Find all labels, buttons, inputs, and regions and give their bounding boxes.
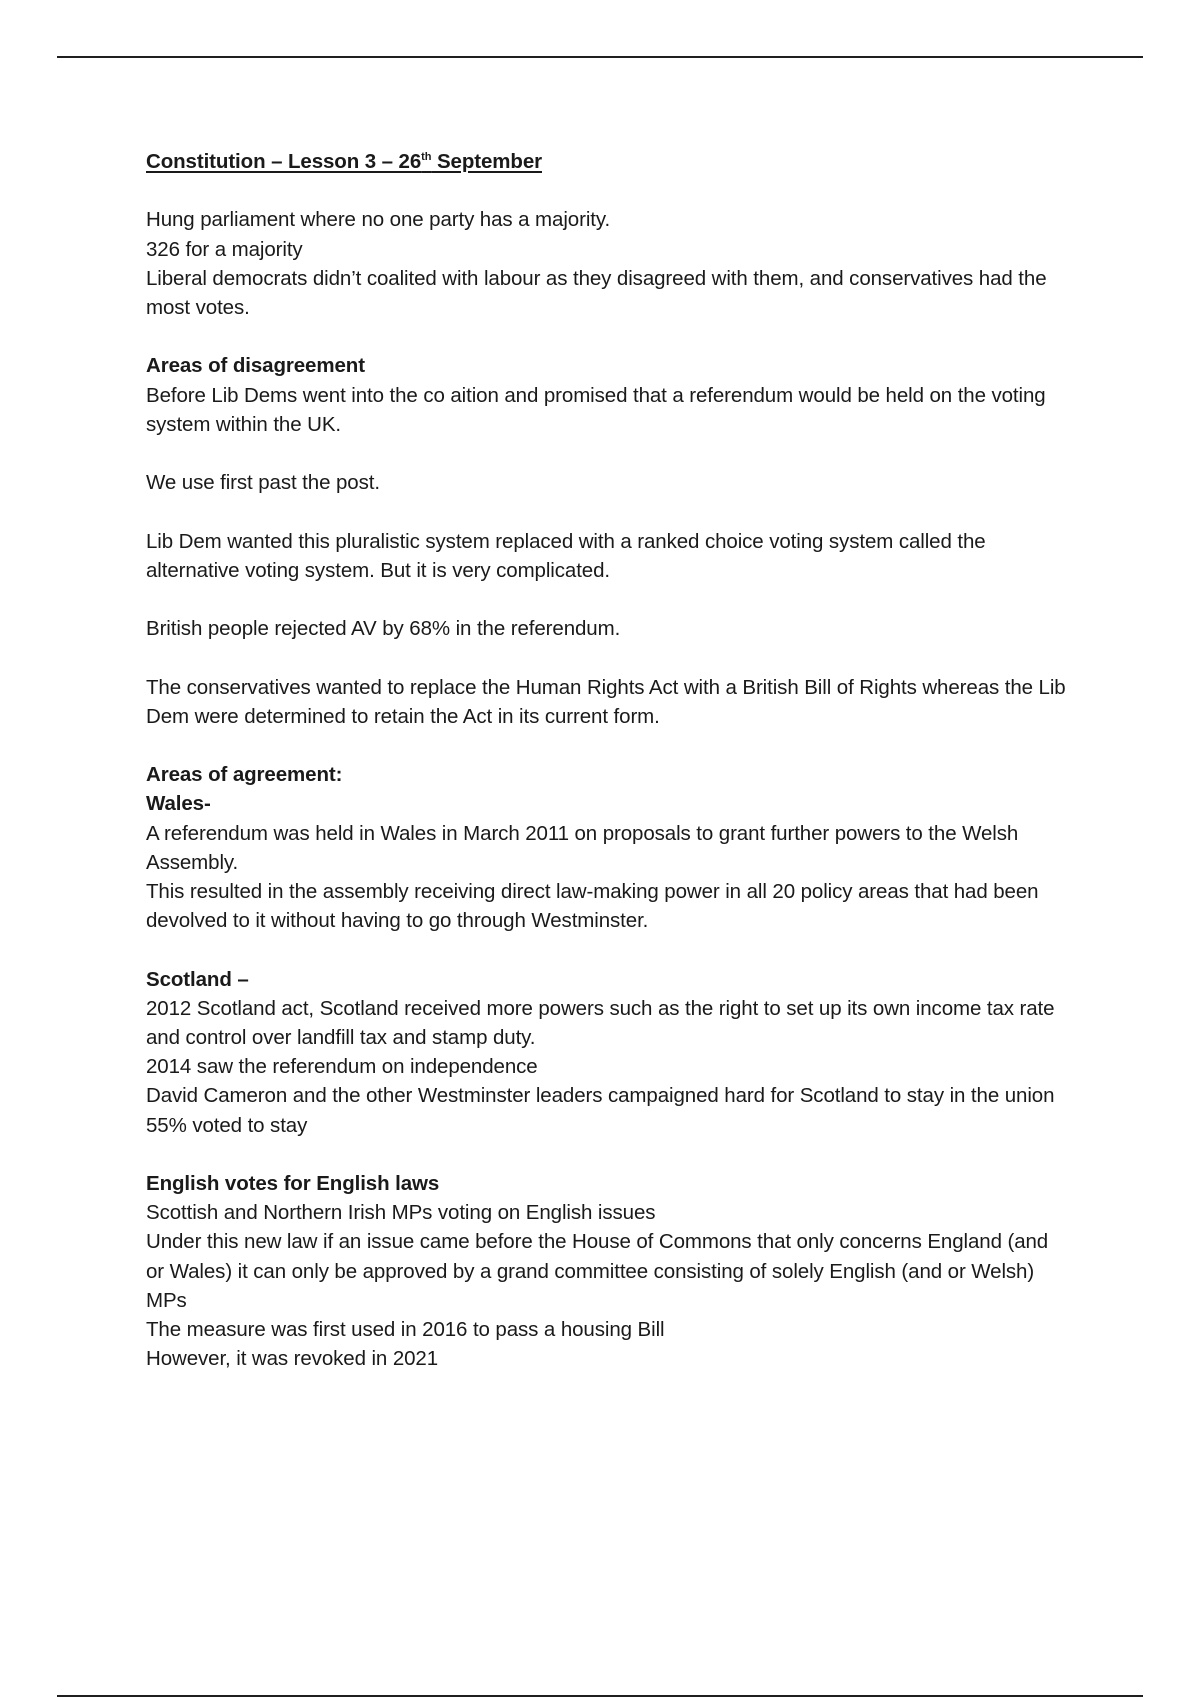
disagreement-paragraph: Before Lib Dems went into the co aition and promised that a referendum would be held on the voting system within the UK. (146, 383, 1046, 436)
disagreement-paragraph: We use first past the post. (146, 471, 380, 495)
evel-line: However, it was revoked in 2021 (146, 1347, 439, 1371)
evel-line: Under this new law if an issue came before the House of Commons that only concerns England (and or Wales) it can only be approved by a grand committee consisting of solely English (and or Welsh) MPs (146, 1230, 1049, 1312)
top-rule (57, 56, 1143, 58)
scotland-line: 2014 saw the referendum on independence (146, 1055, 538, 1079)
scotland-line: David Cameron and the other Westminster leaders campaigned hard for Scotland to stay in the union (146, 1084, 1055, 1108)
disagreement-paragraph: British people rejected AV by 68% in the referendum. (146, 617, 621, 641)
title-superscript: th (421, 151, 432, 163)
scotland-line: 55% voted to stay (146, 1113, 308, 1137)
intro-line: 326 for a majority (146, 237, 303, 261)
document-title: Constitution – Lesson 3 – 26th September (146, 150, 542, 173)
evel-line: Scottish and Northern Irish MPs voting on English issues (146, 1201, 656, 1225)
intro-line: Liberal democrats didn’t coalited with labour as they disagreed with them, and conservatives had the most votes. (146, 266, 1047, 319)
disagreement-heading: Areas of disagreement (146, 354, 365, 378)
evel-line: The measure was first used in 2016 to pass a housing Bill (146, 1317, 665, 1341)
disagreement-paragraph: The conservatives wanted to replace the Human Rights Act with a British Bill of Rights whereas the Lib Dem were determined to retain the Act in its current form. (146, 675, 1066, 728)
scotland-line: 2012 Scotland act, Scotland received more powers such as the right to set up its own income tax rate and control over landfill tax and stamp duty. (146, 996, 1055, 1049)
evel-heading: English votes for English laws (146, 1171, 440, 1195)
scotland-heading: Scotland – (146, 967, 249, 991)
disagreement-paragraph: Lib Dem wanted this pluralistic system replaced with a ranked choice voting system called the alternative voting system. But it is very complicated. (146, 529, 986, 582)
intro-line: Hung parliament where no one party has a majority. (146, 208, 611, 232)
wales-heading: Wales- (146, 792, 211, 816)
document-body (146, 147, 1066, 1373)
wales-line: A referendum was held in Wales in March 2011 on proposals to grant further powers to the Welsh Assembly. (146, 821, 1019, 874)
agreement-heading: Areas of agreement: (146, 763, 343, 787)
wales-line: This resulted in the assembly receiving direct law-making power in all 20 policy areas that had been devolved to it without having to go through Westminster. (146, 879, 1039, 933)
bottom-rule (57, 1695, 1143, 1697)
